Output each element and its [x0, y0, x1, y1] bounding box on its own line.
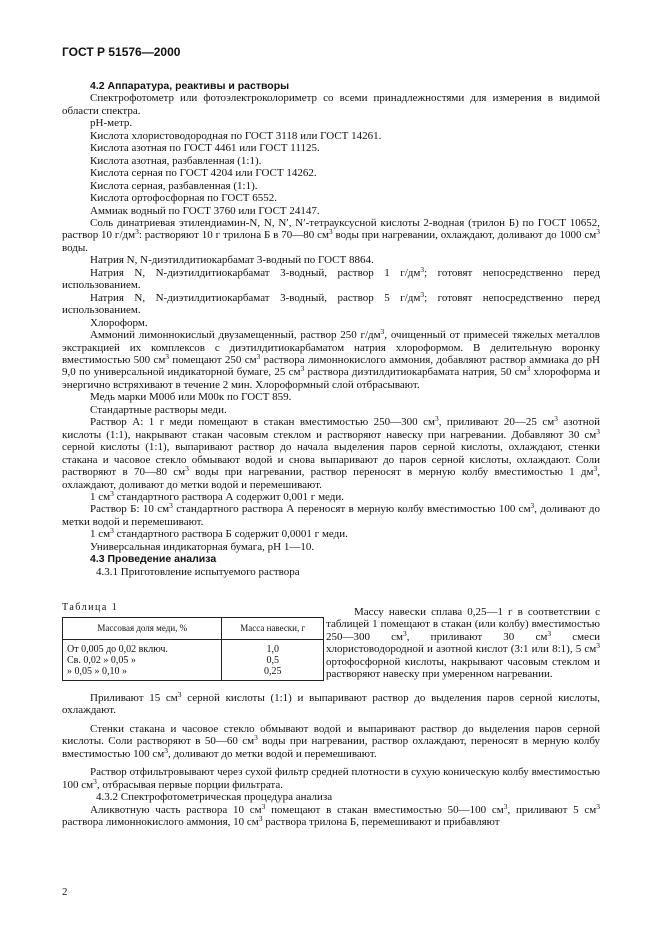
subsection-4-3-1: 4.3.1 Приготовление испытуемого раствора [96, 565, 300, 578]
page-number: 2 [62, 886, 68, 898]
paragraph-filter: Раствор отфильтровывают через сухой фильтр средней плотности в сухую коническую колбу вместимостью 100 $см^3$, отбрасывая первые порции фильтрата. [62, 766, 600, 791]
table-cell-fraction: От 0,005 до 0,02 включ. [63, 640, 222, 656]
subsection-4-3-2: 4.3.2 Спектрофотометрическая процедура анализа [96, 791, 333, 804]
table-caption: Таблица 1 [62, 602, 119, 613]
table-area [62, 598, 325, 681]
item-natrium-dtc: Натрия N, N-диэтилдитиокарбамат 3-водный по ГОСТ 8864. [90, 254, 374, 267]
sample-mass-text: Массу навески сплава 0,25—1 г в соответствии с таблицей 1 помещают в стакан (или колбу) вместимостью 250—300 $см^3$, приливают 30 $см^3$ смеси хлористоводородной и азотной кислот (3:1 или 8:1), 5 $см^3$ ортофосфорной кислоты, накрывают часовым стеклом и растворяют навеску при умеренном нагревании. [326, 606, 600, 681]
item-hno3-diluted: Кислота азотная, разбавленная (1:1). [90, 154, 262, 167]
item-ammonia: Аммиак водный по ГОСТ 3760 или ГОСТ 24147. [90, 204, 320, 217]
item-solution-a-content: 1 $см^3$ стандартного раствора А содержит 0,001 г меди. [90, 488, 345, 503]
item-trilon: Соль динатриевая этилендиамин-N, N, N′, N′-тетрауксусной кислоты 2-водная (трилон Б) по ГОСТ 10652, раствор 10 $г/дм^3$: растворяют 10 г трилона Б в 70—80 $см^3$ воды при нагревании, охлаждают, доливают до 1000 $см^3$ воды. [62, 216, 601, 254]
item-natrium-dtc-1g: Натрия N, N-диэтилдитиокарбамат 3-водный, раствор 1 $г/дм^3$; готовят непосредственно перед использованием. [62, 264, 601, 292]
item-ammonium-citrate: Аммоний лимоннокислый двузамещенный, раствор 250 $г/дм^3$, очищенный от примесей тяжелых металлов экстракцией их комплексов с диэтилдитиокарбаматом натрия хлороформом. В делительную воронку вместимостью 500 $см^3$ помещают 250 $см^3$ раствора лимоннокислого аммония, добавляют раствор аммиака до pH 9,0 по универсальной индикаторной бумаге, 25 $см^3$ раствора диэтилдитиокарбамата натрия, 50 $см^3$ хлороформа и энергично встряхивают в течение 2 мин. Хлороформный слой отбрасывают. [62, 327, 600, 391]
item-solution-b: Раствор Б: 10 $см^3$ стандартного раствора А переносят в мерную колбу вместимостью 100 $см^3$, доливают до метки водой и перемешивают. [62, 501, 600, 528]
table-cell-mass: 1,0 [222, 640, 324, 656]
item-copper: Медь марки М00б или М00к по ГОСТ 859. [90, 391, 292, 404]
section-4-3-title: 4.3 Проведение анализа [90, 553, 217, 566]
section-4-2 [62, 80, 600, 578]
paragraph-wash-evaporate: Стенки стакана и часовое стекло обмывают водой и выпаривают раствор до выделения паров серной кислоты. Соли растворяют в 50—60 $см^3$ воды при нагревании, раствор охлаждают, переносят в мерную колбу вместимостью 100 $см^3$, доливают до метки водой и перемешивают. [62, 722, 601, 760]
table-1 [62, 617, 324, 681]
item-hno3: Кислота азотная по ГОСТ 4461 или ГОСТ 11125. [90, 142, 320, 155]
item-h2so4-diluted: Кислота серная, разбавленная (1:1). [90, 179, 258, 192]
item-solution-a: Раствор А: 1 г меди помещают в стакан вместимостью 250—300 $см^3$, приливают 20—25 $см^3$ азотной кислоты (1:1), накрывают стакан часовым стеклом и растворяют навеску при нагревании. Добавляют 30 $см^3$ серной кислоты (1:1), выпаривают раствор до начала выделения паров серной кислоты, охлаждают, стенки стакана и часовое стекло обмывают водой и снова выпаривают до паров серной кислоты, охлаждают. Соли растворяют в 70—80 $см^3$ воды при нагревании, раствор переносят в мерную колбу вместимостью 1 $дм^3$, охлаждают, доливают до метки водой и перемешивают. [62, 414, 600, 491]
section-4-2-title: 4.2 Аппаратура, реактивы и растворы [90, 80, 290, 92]
item-h2so4: Кислота серная по ГОСТ 4204 или ГОСТ 14262. [90, 167, 317, 180]
item-hcl: Кислота хлористоводородная по ГОСТ 3118 или ГОСТ 14261. [90, 129, 382, 142]
table-header-fraction: Массовая доля меди, % [63, 618, 222, 640]
item-solution-b-content: 1 $см^3$ стандартного раствора Б содержит 0,0001 г меди. [90, 526, 348, 541]
table-cell-fraction: Св. 0,02 » 0,05 » [63, 655, 222, 666]
table-header-mass: Масса навески, г [222, 618, 324, 640]
section-4-3-continued [62, 692, 600, 829]
item-spectrophotometer: Спектрофотометр или фотоэлектроколориметр со всеми принадлежностями для измерения в видимой области спектра. [62, 92, 600, 117]
table-cell-mass: 0,25 [222, 666, 324, 681]
item-h3po4: Кислота ортофосфорная по ГОСТ 6552. [90, 192, 278, 205]
table-cell-mass: 0,5 [222, 655, 324, 666]
table-cell-fraction: » 0,05 » 0,10 » [63, 666, 222, 681]
table-row [63, 640, 324, 656]
item-std-solutions: Стандартные растворы меди. [90, 403, 227, 416]
item-chloroform: Хлороформ. [90, 316, 148, 329]
table-row [63, 655, 324, 666]
item-indicator-paper: Универсальная индикаторная бумага, pH 1—10. [90, 540, 315, 553]
table-row [63, 666, 324, 681]
paragraph-add-sulfuric: Приливают 15 $см^3$ серной кислоты (1:1) и выпаривают раствор до выделения паров серной кислоты, охлаждают. [62, 690, 600, 717]
table-and-text-area [62, 598, 600, 690]
item-natrium-dtc-5g: Натрия N, N-диэтилдитиокарбамат 3-водный, раствор 5 $г/дм^3$; готовят непосредственно перед использованием. [62, 289, 601, 317]
paragraph-aliquot: Аликвотную часть раствора 10 $см^3$ помещают в стакан вместимостью 50—100 $см^3$, приливают 5 $см^3$ раствора лимоннокислого аммония, 10 $см^3$ раствора трилона Б, перемешивают и прибавляют [62, 801, 600, 829]
item-ph-meter: pH-метр. [90, 117, 133, 130]
page-header: ГОСТ Р 51576—2000 [62, 45, 181, 59]
